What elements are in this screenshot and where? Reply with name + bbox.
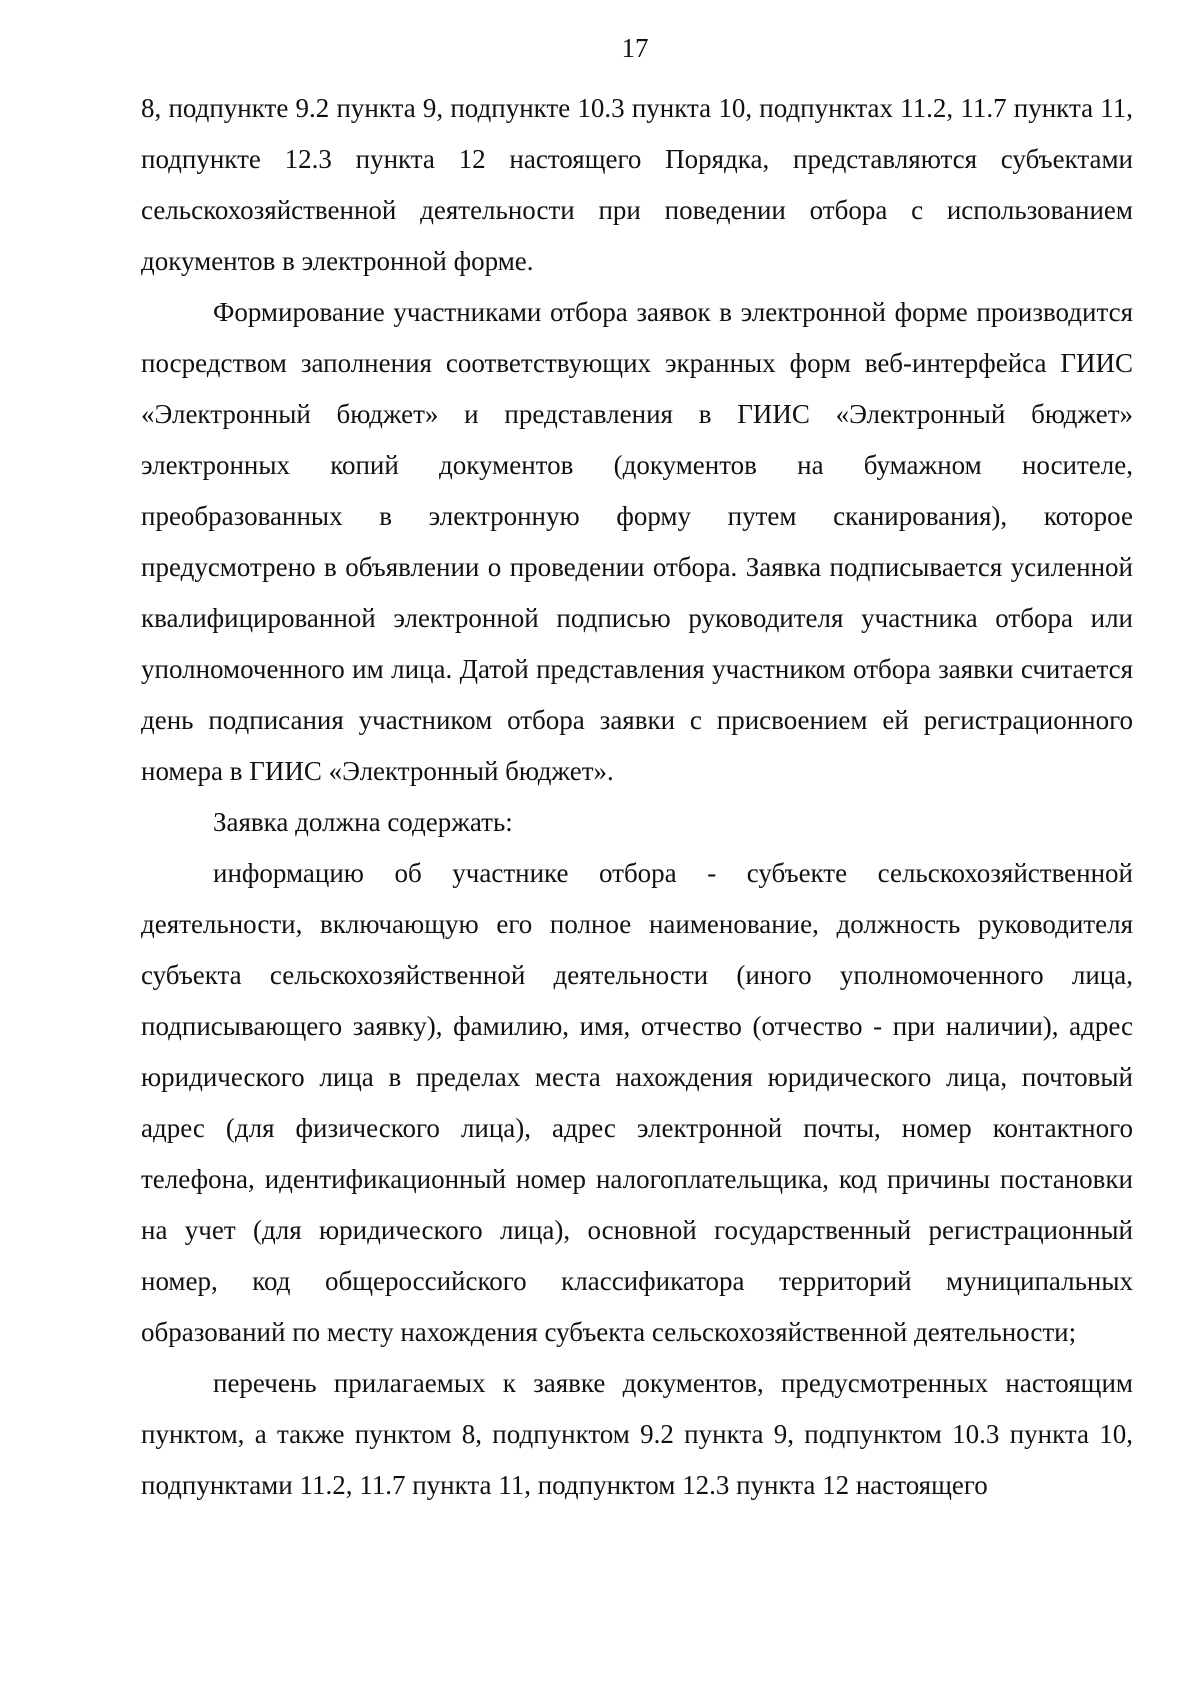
paragraph-continuation: 8, подпункте 9.2 пункта 9, подпункте 10.3 пункта 10, подпунктах 11.2, 11.7 пункта 11, подпункте 12.3 пункта 12 настоящего Порядка, представляются субъектами сельскохозяйственной деятельности при поведении отбора с использованием документов в электронной форме. [141,93,1133,276]
document-body [141,83,1133,1511]
paragraph-attached-documents-list: перечень прилагаемых к заявке документов, предусмотренных настоящим пунктом, а также пунктом 8, подпунктом 9.2 пункта 9, подпунктом 10.3 пункта 10, подпунктами 11.2, 11.7 пункта 11, подпунктом 12.3 пункта 12 настоящего [141,1368,1133,1500]
paragraph-formation-of-applications: Формирование участниками отбора заявок в электронной форме производится посредством заполнения соответствующих экранных форм веб-интерфейса ГИИС «Электронный бюджет» и представления в ГИИС «Электронный бюджет» электронных копий документов (документов на бумажном носителе, преобразованных в электронную форму путем сканирования), которое предусмотрено в объявлении о проведении отбора. Заявка подписывается усиленной квалифицированной электронной подписью руководителя участника отбора или уполномоченного им лица. Датой представления участником отбора заявки считается день подписания участником отбора заявки с присвоением ей регистрационного номера в ГИИС «Электронный бюджет». [141,297,1133,786]
paragraph-application-contents-intro: Заявка должна содержать: [213,807,513,837]
page-number: 17 [621,33,649,63]
paragraph-participant-information: информацию об участнике отбора - субъекте сельскохозяйственной деятельности, включающую его полное наименование, должность руководителя субъекта сельскохозяйственной деятельности (иного уполномоченного лица, подписывающего заявку), фамилию, имя, отчество (отчество - при наличии), адрес юридического лица в пределах места нахождения юридического лица, почтовый адрес (для физического лица), адрес электронной почты, номер контактного телефона, идентификационный номер налогоплательщика, код причины постановки на учет (для юридического лица), основной государственный регистрационный номер, код общероссийского классификатора территорий муниципальных образований по месту нахождения субъекта сельскохозяйственной деятельности; [141,858,1133,1347]
